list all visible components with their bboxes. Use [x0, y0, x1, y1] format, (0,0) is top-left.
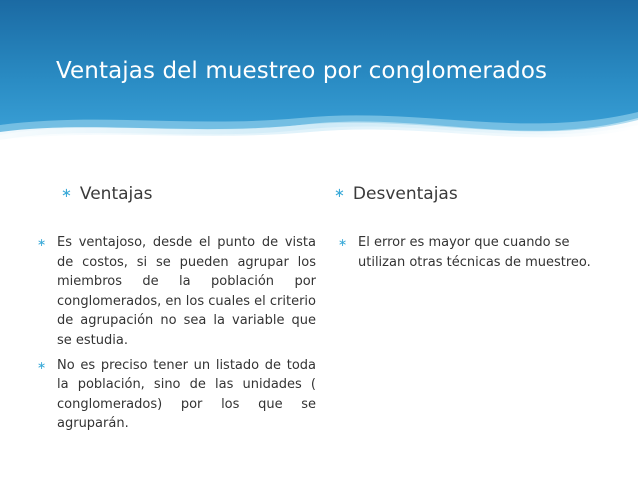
bullet-asterisk-icon: ∗	[334, 186, 345, 201]
bullet-asterisk-icon: ∗	[37, 236, 47, 249]
bullet-asterisk-icon: ∗	[61, 186, 72, 201]
slide-title: Ventajas del muestreo por conglomerados	[56, 58, 548, 84]
bullet-asterisk-icon: ∗	[338, 236, 348, 249]
pros-item-text: No es preciso tener un listado de toda la población, sino de las unidades ( conglomerados) por los que se agruparán.	[57, 357, 316, 432]
bullet-asterisk-icon: ∗	[37, 358, 47, 372]
list-item	[37, 356, 316, 434]
pros-item-text: Es ventajoso, desde el punto de vista de costos, si se pueden agrupar los miembros de la población por conglomerados, en los cuales el criterio de agrupación no sea la variable que se estudia.	[57, 235, 316, 348]
cons-heading	[334, 184, 458, 204]
list-item	[37, 233, 316, 351]
list-item	[338, 233, 610, 272]
cons-heading-label: Desventajas	[352, 184, 458, 204]
cons-item-text: El error es mayor que cuando se utilizan otras técnicas de muestreo.	[358, 235, 591, 270]
pros-heading-label: Ventajas	[79, 184, 153, 204]
cons-list	[338, 233, 610, 277]
pros-list	[37, 233, 316, 439]
pros-heading	[61, 184, 153, 204]
